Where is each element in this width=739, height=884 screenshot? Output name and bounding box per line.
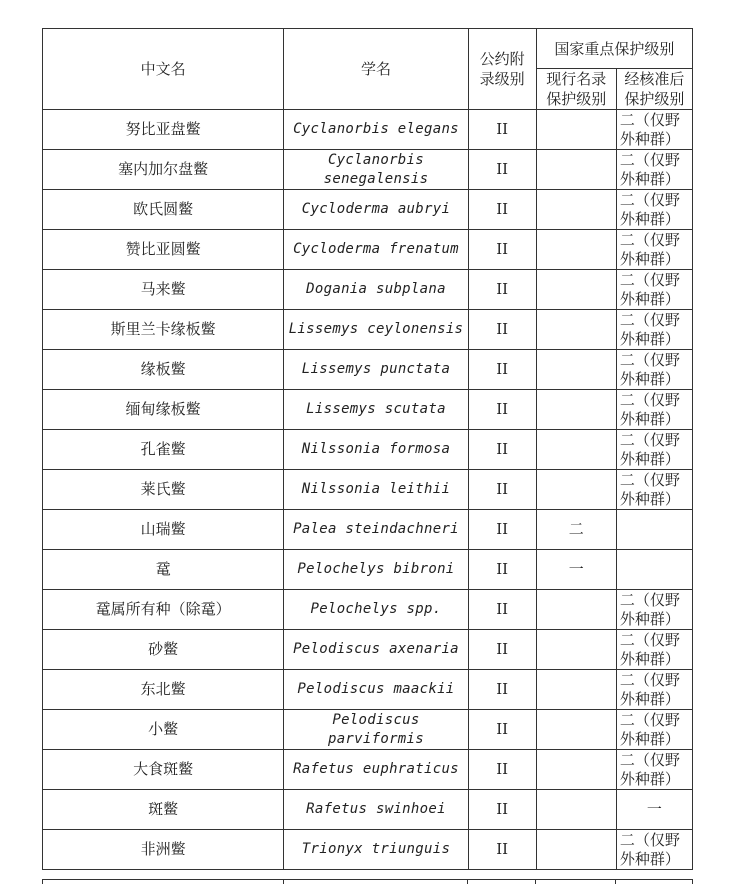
header-post-review-level: 经核准后保护级别 bbox=[616, 69, 692, 110]
cites-appendix-cell: II bbox=[468, 230, 536, 270]
cites-appendix-cell: II bbox=[468, 830, 536, 870]
chinese-name-cell: 莱氏鳖 bbox=[43, 470, 284, 510]
scientific-name-cell: Lissemys scutata bbox=[284, 390, 468, 430]
cites-appendix-cell: II bbox=[468, 630, 536, 670]
table-row bbox=[43, 230, 693, 270]
scientific-name-cell: Pelodiscus parviformis bbox=[284, 710, 468, 750]
cites-appendix-cell: II bbox=[468, 430, 536, 470]
chinese-name-cell: 鼋属所有种（除鼋） bbox=[43, 590, 284, 630]
scientific-name-cell: Cycloderma frenatum bbox=[284, 230, 468, 270]
current-level-cell bbox=[536, 190, 616, 230]
cites-appendix-cell: II bbox=[468, 190, 536, 230]
current-level-cell bbox=[536, 310, 616, 350]
table-row bbox=[43, 310, 693, 350]
post-review-level-cell: 二（仅野外种群） bbox=[616, 230, 692, 270]
post-review-level-cell: 二（仅野外种群） bbox=[616, 110, 692, 150]
scientific-name-cell: Cyclanorbis senegalensis bbox=[284, 150, 468, 190]
table-row bbox=[43, 830, 693, 870]
table-row bbox=[43, 350, 693, 390]
cites-appendix-cell: II bbox=[468, 270, 536, 310]
current-level-cell: 二 bbox=[536, 510, 616, 550]
chinese-name-cell: 赞比亚圆鳖 bbox=[43, 230, 284, 270]
cites-appendix-cell: II bbox=[468, 670, 536, 710]
current-level-cell bbox=[536, 590, 616, 630]
chinese-name-cell: 砂鳖 bbox=[43, 630, 284, 670]
current-level-cell bbox=[536, 150, 616, 190]
cites-appendix-cell: II bbox=[468, 390, 536, 430]
table-row bbox=[43, 190, 693, 230]
current-level-cell bbox=[536, 390, 616, 430]
table-row bbox=[43, 590, 693, 630]
chinese-name-cell: 孔雀鳖 bbox=[43, 430, 284, 470]
scientific-name-cell: Rafetus swinhoei bbox=[284, 790, 468, 830]
protection-level-table bbox=[42, 28, 693, 870]
cites-appendix-cell: II bbox=[468, 150, 536, 190]
scientific-name-cell: Lissemys punctata bbox=[284, 350, 468, 390]
cites-appendix-cell: II bbox=[468, 550, 536, 590]
post-review-level-cell: 二（仅野外种群） bbox=[616, 710, 692, 750]
scientific-name-cell: Pelochelys bibroni bbox=[284, 550, 468, 590]
post-review-level-cell: 二（仅野外种群） bbox=[616, 270, 692, 310]
header-current-list-level: 现行名录保护级别 bbox=[536, 69, 616, 110]
chinese-name-cell: 非洲鳖 bbox=[43, 830, 284, 870]
cites-appendix-cell: II bbox=[468, 590, 536, 630]
post-review-level-cell: 二（仅野外种群） bbox=[616, 750, 692, 790]
table-row bbox=[43, 630, 693, 670]
current-level-cell bbox=[536, 230, 616, 270]
header-national-protection: 国家重点保护级别 bbox=[536, 29, 692, 69]
chinese-name-cell: 鼋 bbox=[43, 550, 284, 590]
table-row bbox=[43, 550, 693, 590]
chinese-name-cell: 东北鳖 bbox=[43, 670, 284, 710]
post-review-level-cell: 二（仅野外种群） bbox=[616, 830, 692, 870]
post-review-level-cell: 二（仅野外种群） bbox=[616, 630, 692, 670]
scientific-name-cell: Pelodiscus maackii bbox=[284, 670, 468, 710]
chinese-name-cell: 大食斑鳖 bbox=[43, 750, 284, 790]
chinese-name-cell: 小鳖 bbox=[43, 710, 284, 750]
post-review-level-cell: 二（仅野外种群） bbox=[616, 430, 692, 470]
table-row bbox=[43, 670, 693, 710]
scientific-name-cell: Pelodiscus axenaria bbox=[284, 630, 468, 670]
cites-appendix-cell: II bbox=[468, 510, 536, 550]
current-level-cell bbox=[536, 790, 616, 830]
table-row bbox=[43, 710, 693, 750]
cites-appendix-cell: II bbox=[468, 310, 536, 350]
cites-appendix-cell: II bbox=[468, 750, 536, 790]
current-level-cell bbox=[536, 470, 616, 510]
scientific-name-cell: Nilssonia formosa bbox=[284, 430, 468, 470]
scientific-name-cell: Dogania subplana bbox=[284, 270, 468, 310]
cites-appendix-cell: II bbox=[468, 350, 536, 390]
scientific-name-cell: Trionyx triunguis bbox=[284, 830, 468, 870]
header-cites-appendix: 公约附录级别 bbox=[468, 29, 536, 110]
chinese-name-cell: 马来鳖 bbox=[43, 270, 284, 310]
current-level-cell bbox=[536, 110, 616, 150]
current-level-cell bbox=[536, 430, 616, 470]
table-row bbox=[43, 510, 693, 550]
scientific-name-cell: Palea steindachneri bbox=[284, 510, 468, 550]
table-continuation-edge bbox=[42, 879, 693, 884]
table-row bbox=[43, 270, 693, 310]
post-review-level-cell: 一 bbox=[616, 790, 692, 830]
table-row bbox=[43, 110, 693, 150]
chinese-name-cell: 斯里兰卡缘板鳖 bbox=[43, 310, 284, 350]
cites-appendix-cell: II bbox=[468, 110, 536, 150]
table-row bbox=[43, 750, 693, 790]
post-review-level-cell: 二（仅野外种群） bbox=[616, 590, 692, 630]
chinese-name-cell: 斑鳖 bbox=[43, 790, 284, 830]
table-row bbox=[43, 150, 693, 190]
table-row bbox=[43, 470, 693, 510]
post-review-level-cell: 二（仅野外种群） bbox=[616, 350, 692, 390]
chinese-name-cell: 欧氏圆鳖 bbox=[43, 190, 284, 230]
chinese-name-cell: 塞内加尔盘鳖 bbox=[43, 150, 284, 190]
chinese-name-cell: 山瑞鳖 bbox=[43, 510, 284, 550]
post-review-level-cell: 二（仅野外种群） bbox=[616, 670, 692, 710]
chinese-name-cell: 缘板鳖 bbox=[43, 350, 284, 390]
post-review-level-cell: 二（仅野外种群） bbox=[616, 190, 692, 230]
scientific-name-cell: Cyclanorbis elegans bbox=[284, 110, 468, 150]
post-review-level-cell: 二（仅野外种群） bbox=[616, 150, 692, 190]
chinese-name-cell: 缅甸缘板鳖 bbox=[43, 390, 284, 430]
current-level-cell bbox=[536, 750, 616, 790]
current-level-cell: 一 bbox=[536, 550, 616, 590]
current-level-cell bbox=[536, 670, 616, 710]
current-level-cell bbox=[536, 830, 616, 870]
post-review-level-cell bbox=[616, 550, 692, 590]
table-row bbox=[43, 430, 693, 470]
post-review-level-cell: 二（仅野外种群） bbox=[616, 470, 692, 510]
cites-appendix-cell: II bbox=[468, 790, 536, 830]
post-review-level-cell: 二（仅野外种群） bbox=[616, 310, 692, 350]
current-level-cell bbox=[536, 270, 616, 310]
scientific-name-cell: Rafetus euphraticus bbox=[284, 750, 468, 790]
post-review-level-cell: 二（仅野外种群） bbox=[616, 390, 692, 430]
post-review-level-cell bbox=[616, 510, 692, 550]
scientific-name-cell: Pelochelys spp. bbox=[284, 590, 468, 630]
scientific-name-cell: Nilssonia leithii bbox=[284, 470, 468, 510]
table-row bbox=[43, 790, 693, 830]
current-level-cell bbox=[536, 350, 616, 390]
scientific-name-cell: Lissemys ceylonensis bbox=[284, 310, 468, 350]
current-level-cell bbox=[536, 710, 616, 750]
chinese-name-cell: 努比亚盘鳖 bbox=[43, 110, 284, 150]
cites-appendix-cell: II bbox=[468, 470, 536, 510]
table-row bbox=[43, 390, 693, 430]
cites-appendix-cell: II bbox=[468, 710, 536, 750]
scientific-name-cell: Cycloderma aubryi bbox=[284, 190, 468, 230]
current-level-cell bbox=[536, 630, 616, 670]
header-chinese-name: 中文名 bbox=[43, 29, 284, 110]
header-scientific-name: 学名 bbox=[284, 29, 468, 110]
